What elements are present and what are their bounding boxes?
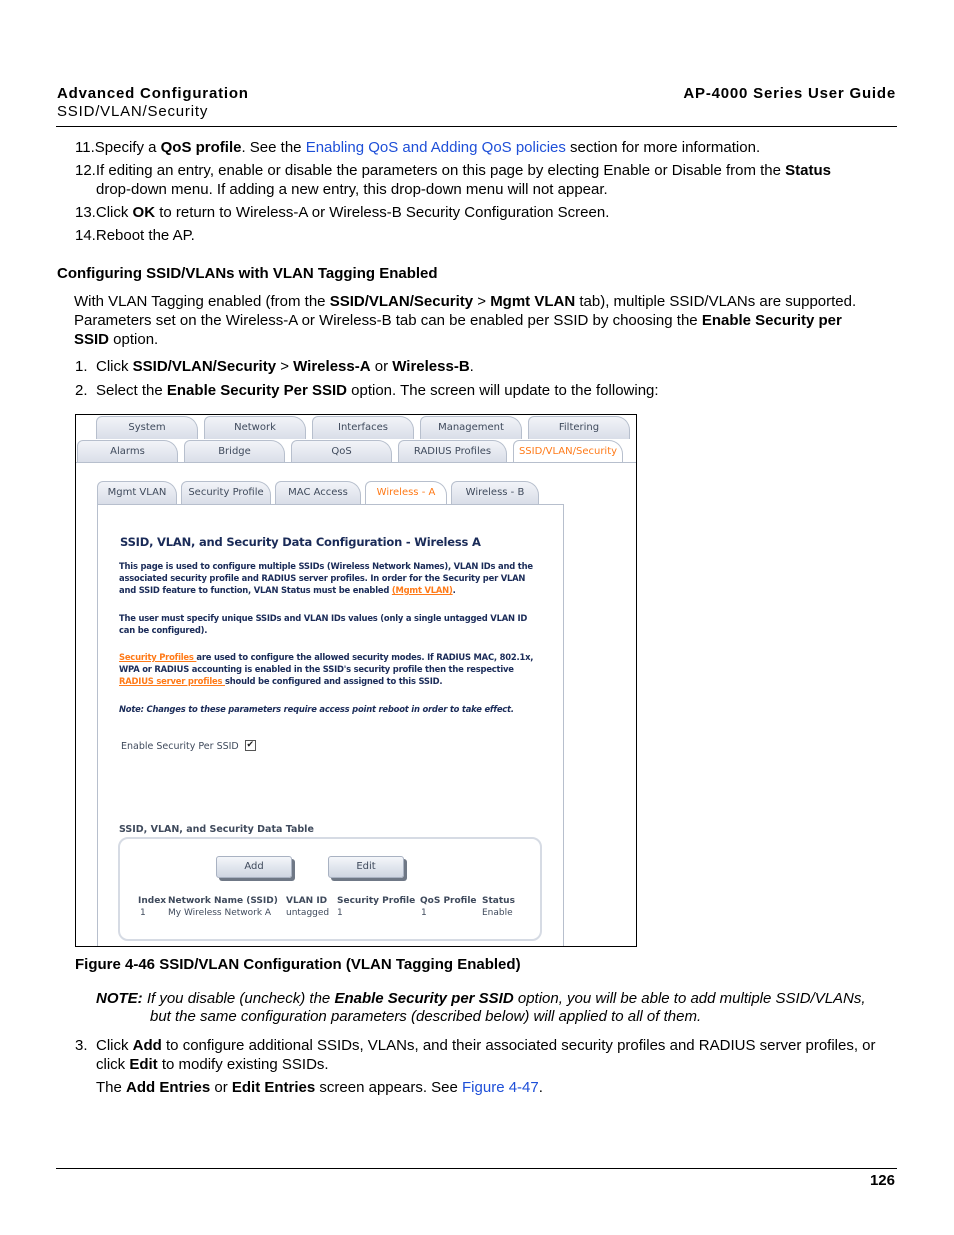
- subtab-mgmt-vlan[interactable]: Mgmt VLAN: [97, 481, 177, 504]
- page-header-left: [57, 85, 249, 120]
- table-title: SSID, VLAN, and Security Data Table: [119, 824, 314, 835]
- cell-status: Enable: [482, 908, 513, 918]
- step-12: 12.If editing an entry, enable or disable the parameters on this page by electing Enable or Disable from the Status: [75, 162, 831, 179]
- cell-security-profile: 1: [337, 908, 343, 918]
- cell-vlan-id: untagged: [286, 908, 330, 918]
- figure-4-47-link[interactable]: Figure 4-47: [462, 1079, 539, 1096]
- tab-interfaces[interactable]: Interfaces: [312, 416, 414, 439]
- tab-system[interactable]: System: [96, 416, 198, 439]
- tabs-divider: [76, 462, 636, 463]
- subtab-wireless-b[interactable]: Wireless - B: [451, 481, 539, 504]
- tab-filtering[interactable]: Filtering: [528, 416, 630, 439]
- header-rule: [56, 126, 897, 127]
- qos-link[interactable]: Enabling QoS and Adding QoS policies: [305, 139, 566, 156]
- intro-paragraph: With VLAN Tagging enabled (from the SSID/VLAN/Security > Mgmt VLAN tab), multiple SSID/VLANs are supported. Parameters set on the Wireless-A or Wireless-B tab can be enabled per SSID by choosing the Enable Security per SSID option.: [74, 293, 857, 348]
- radius-server-profiles-link[interactable]: RADIUS server profiles: [119, 676, 225, 686]
- tab-bridge[interactable]: Bridge: [184, 440, 285, 463]
- guide-title: AP-4000 Series User Guide: [683, 85, 896, 102]
- step-13: 13.Click OK to return to Wireless-A or Wireless-B Security Configuration Screen.: [75, 204, 610, 221]
- subtab-mac-access[interactable]: MAC Access: [275, 481, 361, 504]
- tab-qos[interactable]: QoS: [291, 440, 392, 463]
- note-block: NOTE: If you disable (uncheck) the Enable Security per SSID option, you will be able to add multiple SSID/VLANs, but the same configuration parameters (described below) will applied to all of them.: [96, 990, 866, 1025]
- step-11: 11.Specify a QoS profile. See the Enabling QoS and Adding QoS policies section for more information.: [75, 139, 761, 156]
- sub-tabs: [97, 481, 543, 505]
- col-index: Index: [138, 896, 167, 906]
- panel-title: SSID, VLAN, and Security Data Configuration - Wireless A: [120, 535, 481, 549]
- step-14: 14.Reboot the AP.: [75, 227, 195, 244]
- table-row: 1: [140, 908, 146, 918]
- mgmt-vlan-link[interactable]: (Mgmt VLAN): [391, 585, 453, 595]
- col-status: Status: [482, 896, 515, 906]
- panel-security-text: Security Profiles are used to configure the allowed security modes. If RADIUS MAC, 802.1x, WPA or RADIUS accounting is enabled in the SSID's security profile then the respective RADIUS server profiles should be configured and assigned to this SSID.: [119, 652, 534, 686]
- tab-management[interactable]: Management: [420, 416, 522, 439]
- step-3: 3. Click Add to configure additional SSIDs, VLANs, and their associated security profiles and RADIUS server profiles, or click Edit to modify existing SSIDs. The Add Entries or Edit Entries screen appears. See Figure 4-47.: [75, 1037, 876, 1096]
- enable-security-per-ssid[interactable]: Enable Security Per SSID ✔: [121, 740, 255, 752]
- tab-alarms[interactable]: Alarms: [77, 440, 178, 463]
- cell-network-name[interactable]: My Wireless Network A: [168, 908, 272, 918]
- config-panel: [97, 504, 564, 947]
- panel-reboot-note: Note: Changes to these parameters require access point reboot in order to take effect.: [119, 704, 514, 714]
- security-profiles-link[interactable]: Security Profiles: [119, 652, 197, 662]
- tab-ssid-vlan-security[interactable]: SSID/VLAN/Security: [513, 440, 623, 463]
- data-table-box: [118, 837, 542, 941]
- main-tabs-row2: [77, 440, 629, 464]
- col-network-name: Network Name (SSID): [168, 896, 278, 906]
- panel-description: This page is used to configure multiple SSIDs (Wireless Network Names), VLAN IDs and the associated security profile and RADIUS server profiles. In order for the Security per VLAN and SSID feature to function, VLAN Status must be enabled (Mgmt VLAN).: [119, 561, 533, 595]
- col-vlan-id: VLAN ID: [286, 896, 328, 906]
- add-button[interactable]: Add: [216, 856, 292, 878]
- step-2: 2. Select the Enable Security Per SSID option. The screen will update to the following:: [75, 382, 659, 399]
- screenshot-figure: [75, 414, 637, 947]
- footer-rule: [56, 1168, 897, 1169]
- subsection-title: SSID/VLAN/Security: [57, 103, 209, 120]
- enable-security-checkbox[interactable]: ✔: [246, 740, 255, 750]
- tab-network[interactable]: Network: [204, 416, 306, 439]
- page-number: 126: [869, 1172, 895, 1189]
- col-qos-profile: QoS Profile: [420, 896, 477, 906]
- subtab-wireless-a[interactable]: Wireless - A: [365, 481, 447, 504]
- col-security-profile: Security Profile: [337, 896, 416, 906]
- cell-qos-profile: 1: [421, 908, 427, 918]
- edit-button[interactable]: Edit: [328, 856, 404, 878]
- panel-unique-note: The user must specify unique SSIDs and VLAN IDs values (only a single untagged VLAN ID can be configured).: [119, 613, 528, 635]
- figure-caption: Figure 4-46 SSID/VLAN Configuration (VLAN Tagging Enabled): [75, 956, 521, 973]
- main-tabs-row1: [96, 416, 636, 440]
- section-heading: Configuring SSID/VLANs with VLAN Tagging Enabled: [57, 265, 438, 282]
- section-title: Advanced Configuration: [57, 85, 249, 102]
- subtab-security-profile[interactable]: Security Profile: [181, 481, 271, 504]
- step-12-line2: drop-down menu. If adding a new entry, this drop-down menu will not appear.: [96, 181, 608, 198]
- tab-radius-profiles[interactable]: RADIUS Profiles: [398, 440, 507, 463]
- step-1: 1. Click SSID/VLAN/Security > Wireless-A or Wireless-B.: [75, 358, 474, 375]
